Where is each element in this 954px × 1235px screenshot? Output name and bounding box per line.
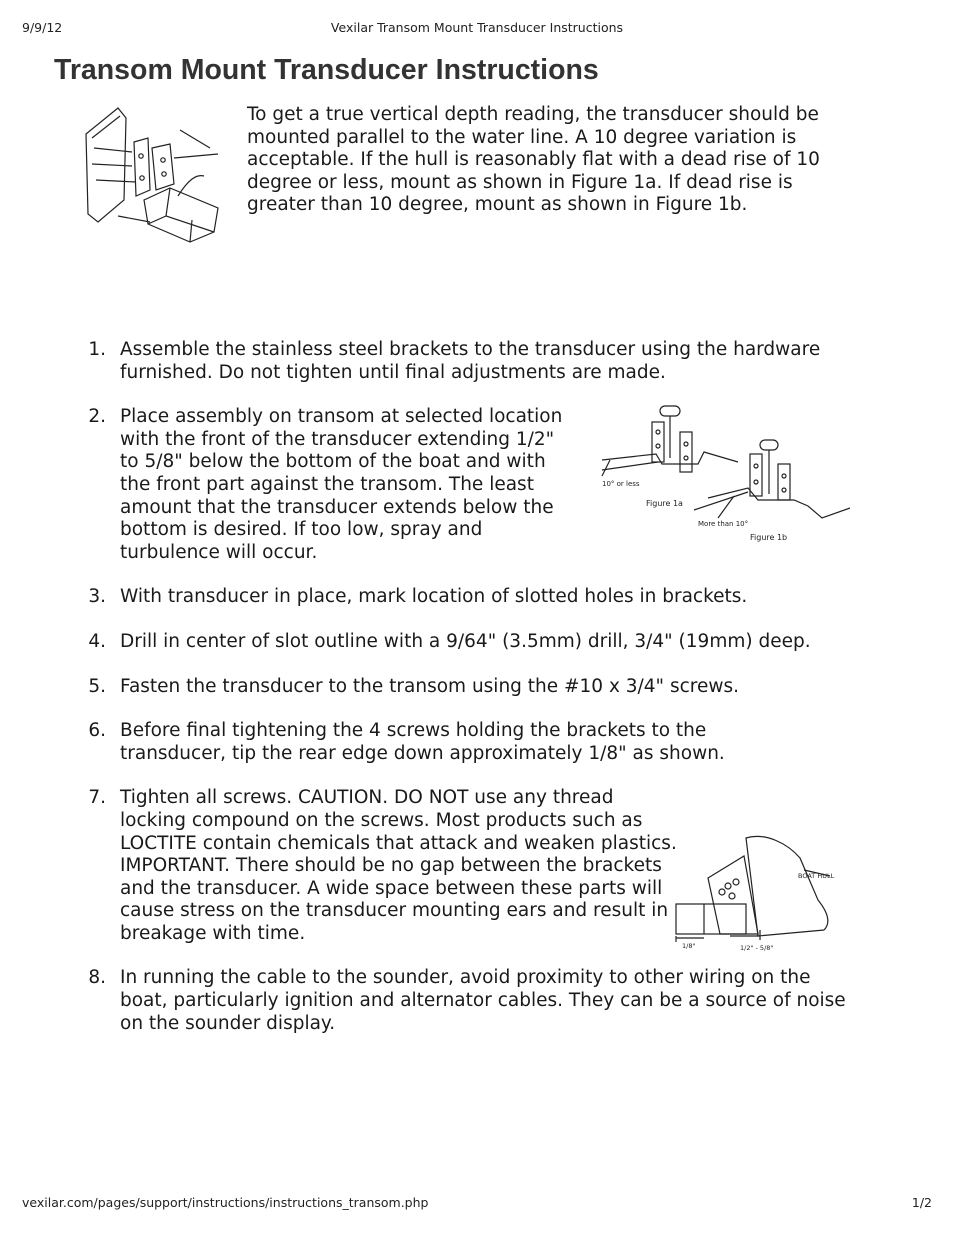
step-3 [78, 586, 858, 609]
step-number: 8. [88, 967, 106, 989]
step-text: Drill in center of slot outline with a 9/64" (3.5mm) drill, 3/4" (19mm) deep. [120, 630, 811, 652]
step-8 [78, 967, 858, 1035]
boat-hull-label: BOAT HULL [798, 872, 835, 880]
figure-1b-caption: Figure 1b [750, 533, 788, 542]
transducer-hull-diagram [668, 830, 850, 952]
step-4 [78, 631, 858, 654]
figure-1b-angle-label: More than 10° [698, 520, 749, 528]
step-number: 1. [88, 339, 106, 360]
step-text: In running the cable to the sounder, avoid proximity to other wiring on the boat, particularly ignition and alternator cables. They can be a source of noise on the sounder display. [120, 967, 846, 1034]
transducer-assembly-illustration [78, 104, 226, 244]
step-text: With transducer in place, mark location of slotted holes in brackets. [120, 586, 748, 608]
step-text: Assemble the stainless steel brackets to the transducer using the hardware furnished. Do not tighten until final adjustments are made. [120, 339, 821, 383]
step-text: Tighten all screws. CAUTION. DO NOT use any thread locking compound on the screws. Most products such as LOCTITE contain chemicals that attack and weaken plastics. IMPORTANT. There should be no gap between the brackets and the transducer. A wide space between these parts will cause stress on the transducer mounting ears and result in breakage with time. [120, 787, 677, 944]
step-number: 3. [88, 586, 106, 608]
step-number: 5. [88, 675, 106, 697]
footer-page-number: 1/2 [911, 1195, 932, 1210]
step-5 [78, 676, 858, 699]
figure-1a-caption: Figure 1a [646, 499, 683, 508]
figure-1a-angle-label: 10° or less [602, 480, 640, 488]
step-text: Fasten the transducer to the transom using the #10 x 3/4" screws. [120, 675, 739, 697]
step-number: 7. [88, 787, 106, 809]
footer-url: vexilar.com/pages/support/instructions/instructions_transom.php [22, 1195, 429, 1210]
step-1 [78, 339, 858, 384]
intro-paragraph: To get a true vertical depth reading, the transducer should be mounted parallel to the water line. A 10 degree variation is acceptable. If the hull is reasonably flat with a dead rise of 10 degree or less, mount as shown in Figure 1a. If dead rise is greater than 10 degree, mount as shown in Figure 1b. [247, 104, 820, 216]
step-number: 2. [88, 406, 106, 428]
header-date: 9/9/12 [22, 20, 63, 35]
page-title: Transom Mount Transducer Instructions [54, 54, 599, 86]
header-title: Vexilar Transom Mount Transducer Instructions [330, 20, 624, 35]
step-number: 6. [88, 720, 106, 742]
figure-1a-1b-diagram [598, 402, 852, 548]
extend-dimension-label: 1/2" - 5/8" [740, 944, 774, 952]
step-6 [78, 720, 858, 765]
step-text: Place assembly on transom at selected location with the front of the transducer extending 1/2" to 5/8" below the bottom of the boat and with the front part against the transom. The least amount that the transducer extends below the bottom is desired. If too low, spray and turbulence will occur. [120, 406, 563, 563]
step-number: 4. [88, 630, 106, 652]
step-text: Before final tightening the 4 screws holding the brackets to the transducer, tip the rear edge down approximately 1/8" as shown. [120, 720, 725, 764]
tip-dimension-label: 1/8" [682, 942, 696, 950]
